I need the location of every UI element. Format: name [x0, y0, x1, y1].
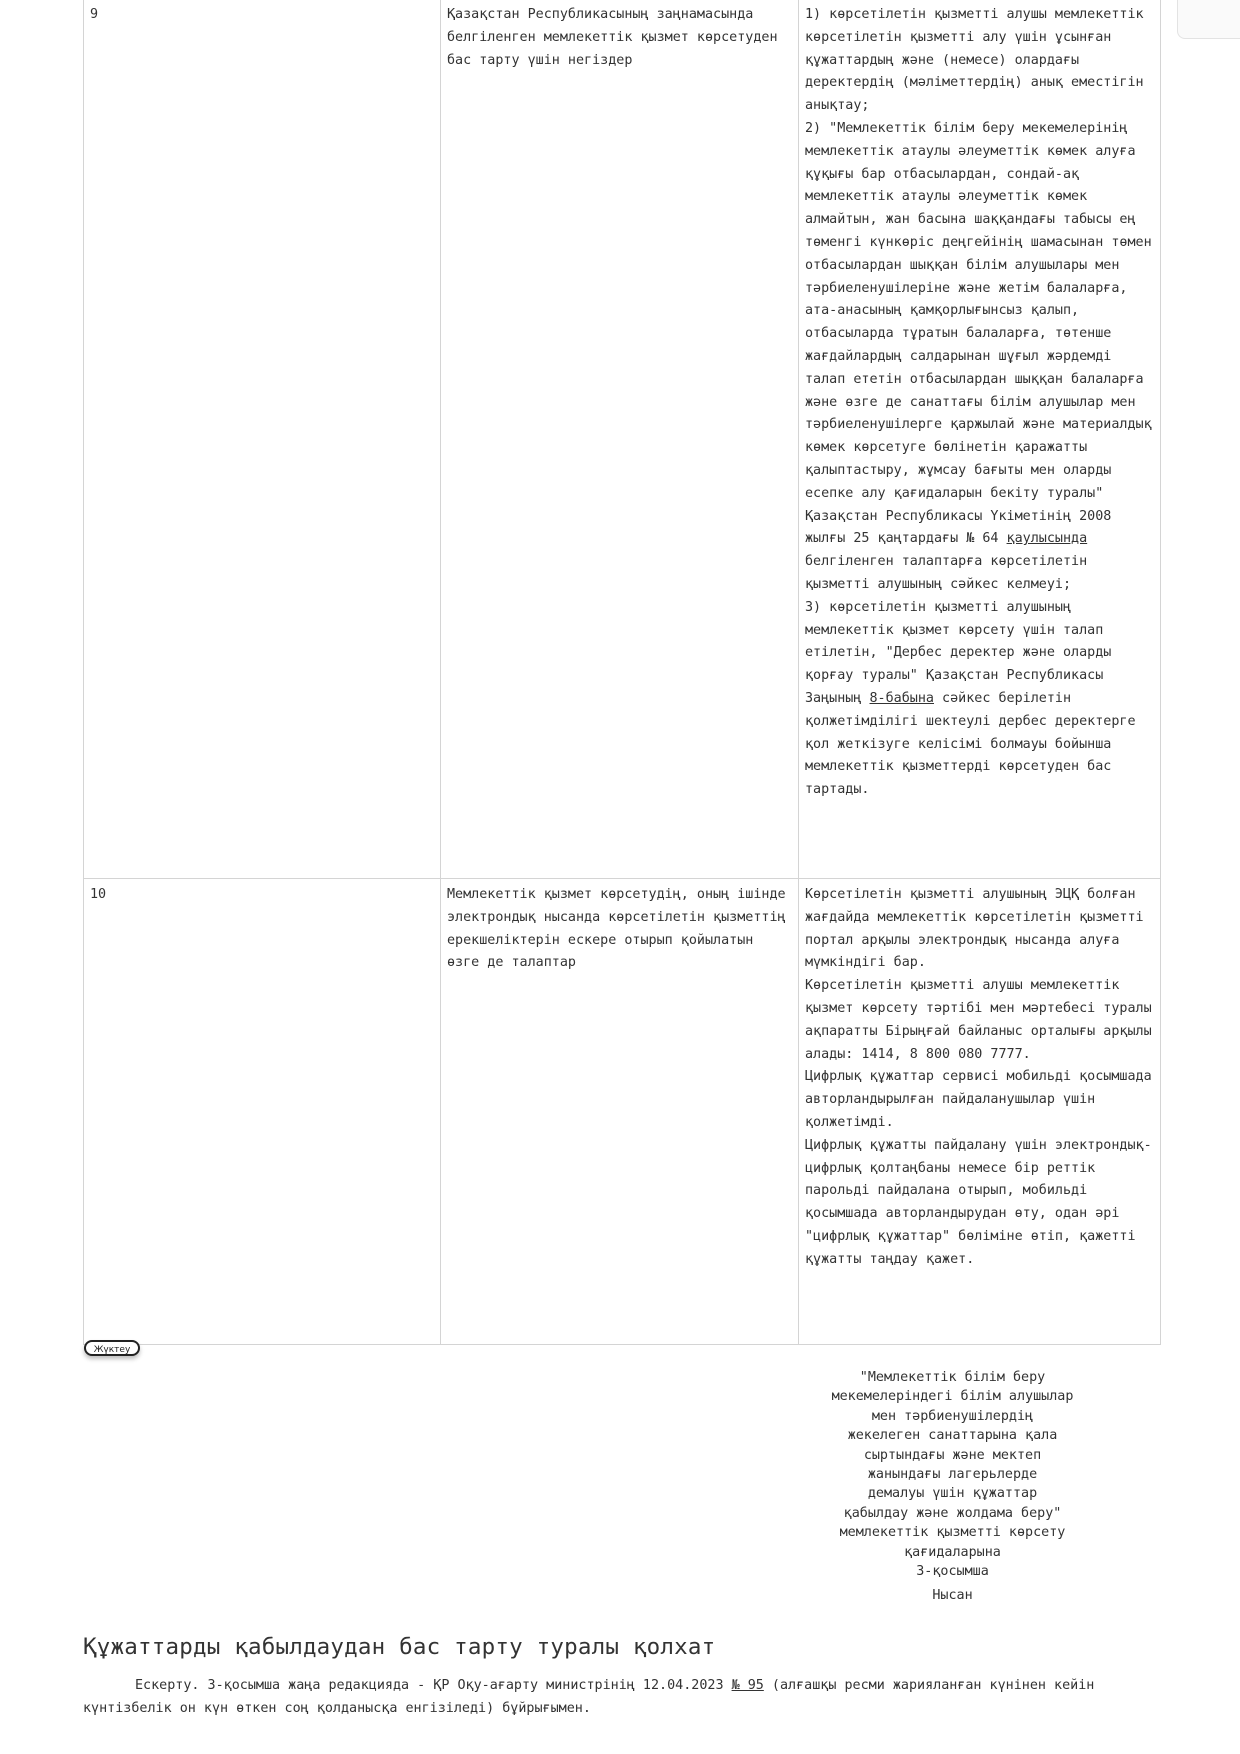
- article-link[interactable]: 8-бабына: [869, 690, 934, 706]
- requirement-paragraph: Цифрлық құжатты пайдалану үшін электрондық-цифрлық қолтаңбаны немесе бір реттік парольді пайдалана отырып, мобильді қосымшада авторландырудан өту, одан әрі "цифрлық құжаттар" бөліміне өтіп, қажетті құжатты таңдау қажет.: [805, 1137, 1152, 1267]
- refusal-ground-1: 1) көрсетілетін қызметті алушы мемлекеттік көрсетілетін қызметті алу үшін ұсынған құжаттардың және (немесе) олардағы деректердің (мәліметтердің) анық еместігін анықтау;: [805, 7, 1144, 114]
- content-cell: [799, 0, 1161, 879]
- appendix-note: [800, 1368, 1105, 1581]
- appendix-note-line: жекелеген санаттарына қала: [847, 1428, 1058, 1444]
- appendix-note-line: "Мемлекеттік білім беру: [859, 1370, 1046, 1385]
- appendix-note-line: демалуы үшін құжаттар: [867, 1486, 1038, 1502]
- appendix-note-line: сыртындағы және мектеп: [863, 1447, 1042, 1463]
- requirement-paragraph: Цифрлық құжаттар сервисі мобильді қосымшада авторландырылған пайдаланушылар үшін қолжетімді.: [805, 1069, 1152, 1130]
- resolution-link[interactable]: қаулысында: [1006, 531, 1088, 547]
- appendix-note-line: 3-қосымша: [916, 1564, 989, 1580]
- table-row: [84, 0, 1161, 879]
- content-cell: [799, 879, 1161, 1345]
- download-button[interactable]: Жүктеу: [84, 1340, 140, 1356]
- appendix-note-line: қабылдау және жолдама беру": [843, 1505, 1062, 1521]
- amendment-note-text: Ескерту. 3-қосымша жаңа редакцияда - ҚР Оқу-ағарту министрінің 12.04.2023: [135, 1678, 732, 1693]
- order-link[interactable]: № 95: [731, 1678, 764, 1693]
- refusal-ground-2: 2) "Мемлекеттік білім беру мекемелерінің мемлекеттік атаулы әлеуметтік көмек алуға құқығы бар отбасылардан, сондай-ақ мемлекеттік атаулы әлеуметтік көмек алмайтын, жан басына шаққандағы табысы ең төменгі күнкөріс деңгейінің шамасынан төмен отбасылардан шыққан білім алушылары мен тәрбиеленушілеріне және жетім балаларға, ата-анасының қамқорлығынсыз қалып, отбасыларда тұратын балаларға, төтенше жағдайлардың салдарынан шұғыл жәрдемді талап ететін отбасылардан шыққан балаларға және өзге де санаттағы білім алушылар мен тәрбиеленушілерге қаржылай және материалдық көмек көрсетуге бөлінетін қаражатты қалыптастыру, жұмсау бағыты мен оларды есепке алу қағидаларын бекіту туралы" Қазақстан Республикасы Үкіметінің 2008 жылғы 25 қаңтардағы № 64 қаулысында белгіленген талаптарға көрсетілетін қызметті алушының сәйкес келмеуі;: [805, 120, 1152, 592]
- row-number-cell: 9: [84, 0, 441, 879]
- amendment-note-text: (алғашқы ресми жарияланған күнінен кейін күнтізбелік он күн өткен соң қолданысқа енгізіледі) бұйрығымен.: [83, 1678, 1095, 1716]
- appendix-note-line: мекемелеріндегі білім алушылар: [831, 1389, 1074, 1405]
- requirement-paragraph: Көрсетілетін қызметті алушы мемлекеттік қызмет көрсету тәртібі мен мәртебесі туралы ақпаратты Бірыңғай байланыс орталығы арқылы алады: 1414, 8 800 080 7777.: [805, 978, 1152, 1062]
- appendix-note-line: мемлекеттік қызметті көрсету: [839, 1525, 1066, 1541]
- appendix-note-line: жанындағы лагерьлерде: [867, 1467, 1038, 1483]
- appendix-note-line: мен тәрбиенушілердің: [871, 1408, 1034, 1424]
- criterion-cell: Мемлекеттік қызмет көрсетудің, оның ішінде электрондық нысанда көрсетілетін қызметтің ерекшеліктерін ескере отырып қойылатын өзге де талаптар: [441, 879, 799, 1345]
- criterion-cell: Қазақстан Республикасының заңнамасында белгіленген мемлекеттік қызмет көрсетуден бас тарту үшін негіздер: [441, 0, 799, 879]
- refusal-ground-3: 3) көрсетілетін қызметті алушының мемлекеттік қызмет көрсету үшін талап етілетін, "Дербес деректер және оларды қорғау туралы" Қазақстан Республикасы Заңының 8-бабына сәйкес берілетін қолжетімділігі шектеулі дербес деректерге қол жеткізуге келісімі болмауы бойынша мемлекеттік қызметтерді көрсетуден бас тартады.: [805, 599, 1136, 798]
- amendment-note: [83, 1675, 1160, 1720]
- row-number-cell: 10: [84, 879, 441, 1345]
- requirement-paragraph: Көрсетілетін қызметті алушының ЭЦҚ болған жағдайда мемлекеттік көрсетілетін қызметті портал арқылы электрондық нысанда алуға мүмкіндігі бар.: [805, 887, 1144, 971]
- appendix-note-line: қағидаларына: [904, 1544, 1001, 1560]
- page-title: Құжаттарды қабылдаудан бас тарту туралы қолхат: [83, 1634, 716, 1660]
- service-standard-table: [83, 0, 1161, 1345]
- form-label: Нысан: [932, 1588, 973, 1603]
- scroll-tab[interactable]: [1177, 0, 1240, 39]
- table-row: [84, 879, 1161, 1345]
